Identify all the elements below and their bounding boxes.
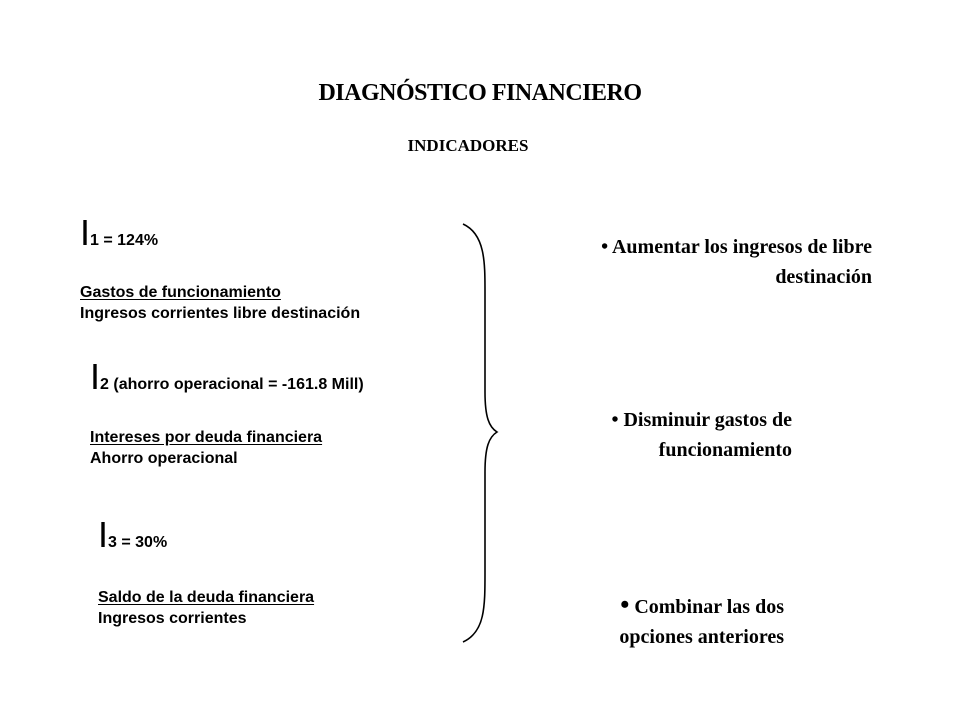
indicator-subscript: 3 (108, 534, 117, 551)
formula-denominator: Ingresos corrientes (98, 610, 247, 627)
formula-denominator: Ahorro operacional (90, 450, 238, 467)
indicator-2-formula (90, 427, 322, 469)
curly-brace-icon (455, 222, 505, 644)
option-line: funcionamiento (658, 439, 792, 461)
indicator-2-label (90, 356, 364, 398)
page-subtitle: INDICADORES (407, 136, 529, 155)
indicator-3-formula (98, 587, 314, 629)
indicator-value: (ahorro operacional = -161.8 Mill) (108, 376, 364, 393)
option-line: • Combinar las dos (620, 590, 784, 619)
indicator-symbol: I (98, 514, 109, 555)
formula-numerator: Intereses por deuda financiera (90, 429, 323, 446)
indicator-value: = 124% (98, 232, 159, 249)
indicator-symbol: I (90, 356, 101, 397)
option-line: • Disminuir gastos de (611, 409, 792, 431)
indicator-1-label (80, 212, 158, 254)
bullet: • (620, 590, 630, 619)
indicator-subscript: 2 (100, 376, 109, 393)
formula-numerator: Gastos de funcionamiento (80, 284, 281, 301)
indicator-1-formula (80, 282, 360, 324)
formula-denominator: Ingresos corrientes libre destinación (80, 305, 361, 322)
option-reduce-expenses (500, 405, 792, 465)
option-line: destinación (775, 266, 872, 288)
formula-numerator: Saldo de la deuda financiera (98, 589, 315, 606)
indicator-3-label (98, 514, 167, 556)
option-increase-income (500, 232, 872, 292)
indicator-subscript: 1 (90, 232, 99, 249)
page-title: DIAGNÓSTICO FINANCIERO (318, 80, 642, 106)
indicator-symbol: I (80, 212, 91, 253)
indicator-value: = 30% (116, 534, 168, 551)
option-line: opciones anteriores (619, 626, 784, 648)
option-combine (500, 590, 784, 652)
option-line: • Aumentar los ingresos de libre (601, 236, 872, 258)
